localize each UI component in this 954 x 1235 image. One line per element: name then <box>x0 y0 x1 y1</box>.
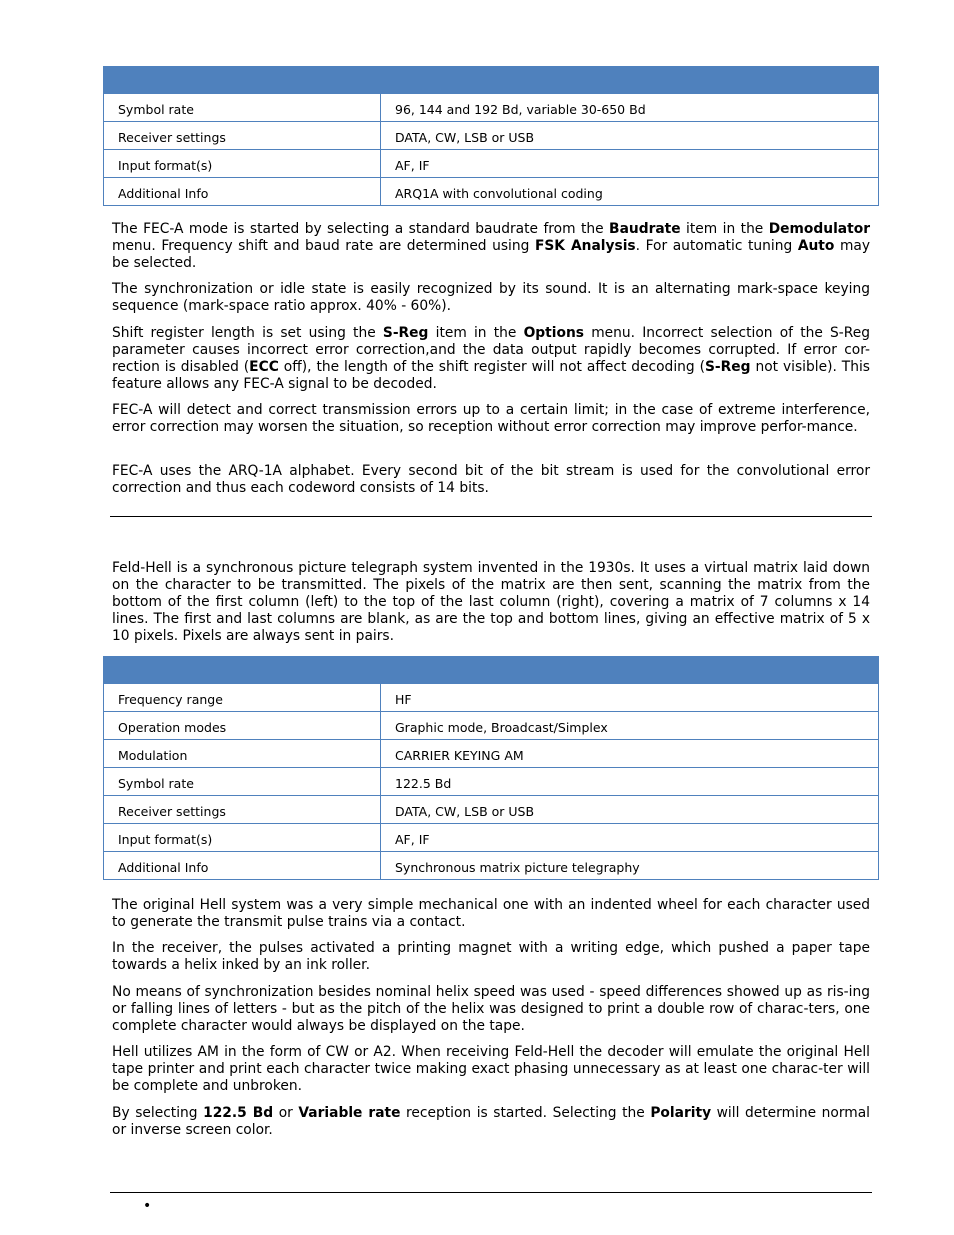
row-label: Input format(s) <box>104 150 381 178</box>
row-label: Receiver settings <box>104 122 381 150</box>
row-value: AF, IF <box>381 824 879 852</box>
table-row <box>104 178 879 206</box>
table-row <box>104 122 879 150</box>
table-row <box>104 796 879 824</box>
row-label: Frequency range <box>104 684 381 712</box>
row-value: ARQ1A with convolutional coding <box>381 178 879 206</box>
row-label: Operation modes <box>104 712 381 740</box>
fec-paragraph-2: The synchronization or idle state is easily recognized by its sound. It is an alternating mark-space keying sequence (mark-space ratio approx. 40% - 60%). <box>112 281 870 314</box>
hell-intro-paragraph: Feld-Hell is a synchronous picture telegraph system invented in the 1930s. It uses a virtual matrix laid down on the character to be transmitted. The pixels of the matrix are then sent, scanning the matrix from the bottom of the first column (left) to the top of the last column (right), covering a matrix of 7 columns x 14 lines. The first and last columns are blank, as are the top and bottom lines, giving an effective matrix of 5 x 10 pixels. Pixels are always sent in pairs. <box>112 560 870 644</box>
table-header-cell <box>104 657 381 684</box>
hell-paragraph-4: Hell utilizes AM in the form of CW or A2. When receiving Feld-Hell the decoder will emulate the original Hell tape printer and print each character twice making exact phasing unnecessary as at least one charac-ter will be complete and unbroken. <box>112 1044 870 1094</box>
hell-paragraph-1: The original Hell system was a very simple mechanical one with an indented wheel for each character used to generate the transmit pulse trains via a contact. <box>112 897 870 930</box>
table-row <box>104 712 879 740</box>
row-label: Additional Info <box>104 178 381 206</box>
table-header-cell <box>104 67 381 94</box>
fec-paragraph-1: The FEC-A mode is started by selecting a standard baudrate from the Baudrate item in the Demodulator menu. Frequency shift and baud rate are determined using FSK Analysis. For automatic tuning Auto may be selected. <box>112 221 871 271</box>
row-value: DATA, CW, LSB or USB <box>381 796 879 824</box>
fec-paragraph-5: FEC-A uses the ARQ-1A alphabet. Every second bit of the bit stream is used for the convolutional error correction and thus each codeword consists of 14 bits. <box>112 463 870 496</box>
row-value: Synchronous matrix picture telegraphy <box>381 852 879 880</box>
row-value: 96, 144 and 192 Bd, variable 30-650 Bd <box>381 94 879 122</box>
table-row <box>104 684 879 712</box>
row-label: Input format(s) <box>104 824 381 852</box>
table-header-cell <box>381 657 879 684</box>
table-row <box>104 740 879 768</box>
section-divider <box>110 516 872 517</box>
row-value: CARRIER KEYING AM <box>381 740 879 768</box>
hell-paragraph-5: By selecting 122.5 Bd or Variable rate reception is started. Selecting the Polarity will determine normal or inverse screen color. <box>112 1105 870 1138</box>
hell-paragraph-2: In the receiver, the pulses activated a printing magnet with a writing edge, which pushed a paper tape towards a helix inked by an ink roller. <box>112 940 870 973</box>
table-row <box>104 94 879 122</box>
row-value: Graphic mode, Broadcast/Simplex <box>381 712 879 740</box>
row-value: AF, IF <box>381 150 879 178</box>
footer-divider <box>110 1192 872 1193</box>
fec-a-spec-table <box>103 66 879 206</box>
row-value: 122.5 Bd <box>381 768 879 796</box>
fec-paragraph-3: Shift register length is set using the S-Reg item in the Options menu. Incorrect selection of the S-Reg parameter causes incorrect error correction,and the data output rapidly becomes corrupted. If error cor-rection is disabled (ECC off), the length of the shift register will not affect decoding (S-Reg not visible). This feature allows any FEC-A signal to be decoded. <box>112 325 870 392</box>
table-row <box>104 150 879 178</box>
hell-paragraph-3: No means of synchronization besides nominal helix speed was used - speed differences showed up as ris-ing or falling lines of letters - but as the pitch of the helix was designed to print a double row of charac-ters, one complete character would always be displayed on the tape. <box>112 984 870 1034</box>
table-row <box>104 824 879 852</box>
fec-paragraph-4: FEC-A will detect and correct transmission errors up to a certain limit; in the case of extreme interference, error correction may worsen the situation, so reception without error correction may improve perfor-mance. <box>112 402 870 435</box>
table-header-cell <box>381 67 879 94</box>
row-value: DATA, CW, LSB or USB <box>381 122 879 150</box>
table-row <box>104 852 879 880</box>
feld-hell-spec-table <box>103 656 879 880</box>
row-label: Receiver settings <box>104 796 381 824</box>
row-label: Symbol rate <box>104 94 381 122</box>
footer-bullet: • <box>143 1198 152 1214</box>
row-value: HF <box>381 684 879 712</box>
row-label: Symbol rate <box>104 768 381 796</box>
row-label: Additional Info <box>104 852 381 880</box>
table-row <box>104 768 879 796</box>
row-label: Modulation <box>104 740 381 768</box>
